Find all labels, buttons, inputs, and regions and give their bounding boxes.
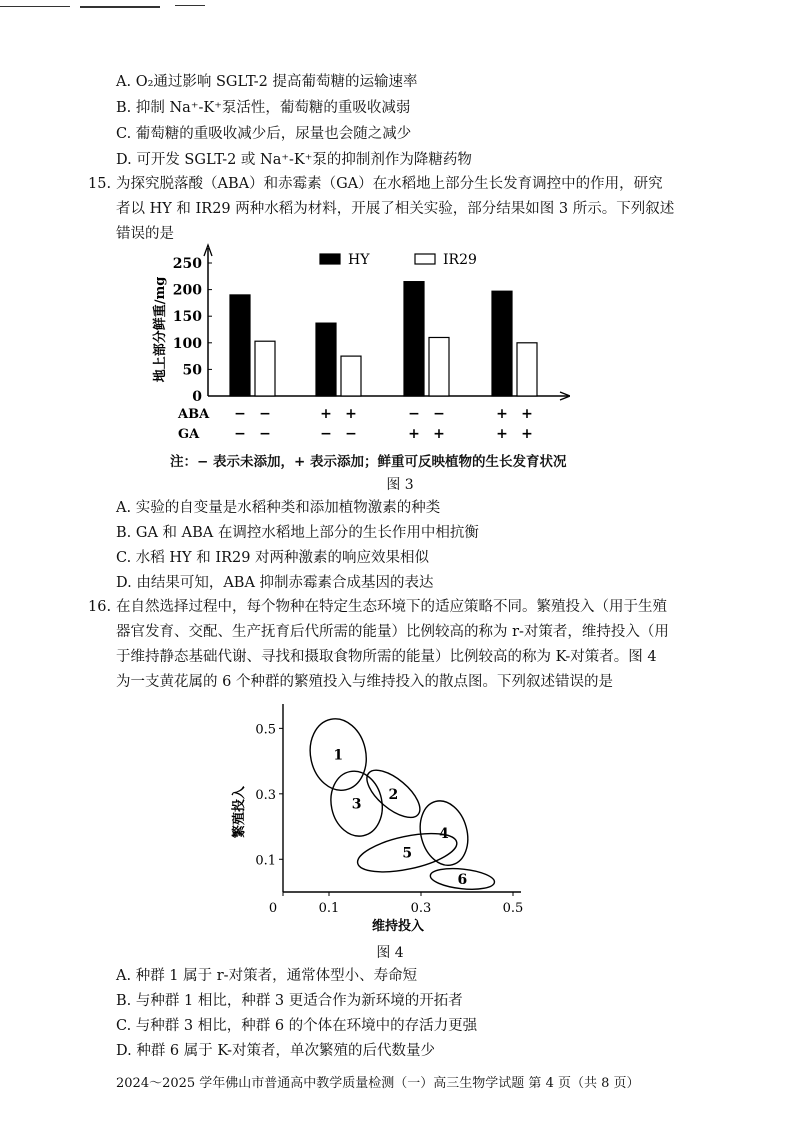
y-tick-label: 250 bbox=[172, 256, 202, 272]
q15-option-d: D. 由结果可知，ABA 抑制赤霉素合成基因的表达 bbox=[116, 575, 434, 591]
treatment-mark: + bbox=[345, 406, 357, 422]
treatment-label: ABA bbox=[178, 407, 210, 422]
legend-label: HY bbox=[348, 252, 370, 268]
y-tick-label: 50 bbox=[182, 362, 202, 379]
treatment-mark: + bbox=[320, 406, 332, 422]
population-label: 6 bbox=[457, 871, 468, 888]
figure-3-label: 图 3 bbox=[386, 477, 414, 493]
treatment-mark: − bbox=[320, 426, 332, 442]
x-tick-label: 0.1 bbox=[318, 901, 340, 916]
treatment-mark: − bbox=[234, 426, 246, 442]
q16-option-d: D. 种群 6 属于 K-对策者，单次繁殖的后代数量少 bbox=[116, 1043, 436, 1059]
bar-ir29 bbox=[517, 343, 537, 396]
q14-option-c: C. 葡萄糖的重吸收减少后，尿量也会随之减少 bbox=[116, 126, 412, 142]
population-label: 5 bbox=[402, 845, 413, 862]
q16-option-c: C. 与种群 3 相比，种群 6 的个体在环境中的存活力更强 bbox=[116, 1018, 478, 1034]
population-label: 3 bbox=[351, 796, 362, 813]
legend-swatch bbox=[320, 254, 340, 264]
x-tick-label: 0.5 bbox=[502, 901, 524, 916]
q14-option-d: D. 可开发 SGLT-2 或 Na⁺-K⁺泵的抑制剂作为降糖药物 bbox=[116, 152, 472, 168]
q16-stem-line: 器官发育、交配、生产抚育后代所需的能量）比例较高的称为 r-对策者，维持投入（用 bbox=[116, 624, 669, 640]
treatment-mark: + bbox=[521, 426, 533, 442]
population-label: 4 bbox=[439, 826, 449, 843]
x-tick-label: 0.3 bbox=[410, 901, 432, 916]
treatment-mark: − bbox=[234, 406, 246, 422]
treatment-mark: − bbox=[433, 406, 445, 422]
bar-hy bbox=[316, 323, 336, 396]
figure-4-label: 图 4 bbox=[376, 945, 404, 961]
q15-number: 15. bbox=[88, 176, 112, 192]
bar-hy bbox=[404, 282, 424, 396]
q15-stem-line: 错误的是 bbox=[116, 226, 174, 242]
treatment-mark: − bbox=[259, 426, 271, 442]
legend-swatch bbox=[415, 254, 435, 264]
y-tick-label: 0 bbox=[192, 389, 202, 405]
treatment-label: GA bbox=[178, 427, 200, 442]
legend-label: IR29 bbox=[443, 252, 477, 268]
y-axis-label: 地上部分鲜重/mg bbox=[153, 276, 168, 383]
population-label: 2 bbox=[388, 786, 399, 803]
bar-ir29 bbox=[255, 341, 275, 396]
q16-stem-line: 于维持静态基础代谢、寻找和摄取食物所需的能量）比例较高的称为 K-对策者。图 4 bbox=[116, 649, 657, 665]
figure-3-note: 注：− 表示未添加，+ 表示添加；鲜重可反映植物的生长发育状况 bbox=[170, 454, 567, 470]
y-tick-label: 0.3 bbox=[255, 787, 276, 803]
y-tick-label: 200 bbox=[172, 282, 202, 299]
bar-ir29 bbox=[341, 356, 361, 396]
population-label: 1 bbox=[333, 747, 344, 764]
treatment-mark: − bbox=[408, 406, 420, 422]
q16-stem-line: 为一支黄花属的 6 个种群的繁殖投入与维持投入的散点图。下列叙述错误的是 bbox=[116, 674, 613, 690]
y-tick-label: 0.5 bbox=[255, 722, 276, 738]
q14-option-b: B. 抑制 Na⁺-K⁺泵活性，葡萄糖的重吸收减弱 bbox=[116, 100, 411, 116]
scan-mark bbox=[175, 5, 205, 6]
q16-number: 16. bbox=[88, 599, 112, 615]
bar-hy bbox=[230, 295, 250, 396]
x-tick-label: 0 bbox=[268, 901, 278, 916]
scan-mark bbox=[0, 6, 70, 7]
treatment-mark: + bbox=[408, 426, 420, 442]
q16-option-a: A. 种群 1 属于 r-对策者，通常体型小、寿命短 bbox=[116, 968, 418, 984]
scan-mark bbox=[80, 6, 160, 8]
x-axis-label: 维持投入 bbox=[371, 919, 425, 934]
y-axis-label: 繁殖投入 bbox=[232, 785, 247, 839]
q15-option-b: B. GA 和 ABA 在调控水稻地上部分的生长作用中相抗衡 bbox=[116, 525, 479, 541]
q15-option-a: A. 实验的自变量是水稻种类和添加植物激素的种类 bbox=[116, 500, 441, 516]
bar-hy bbox=[492, 291, 512, 396]
treatment-mark: + bbox=[521, 406, 533, 422]
treatment-mark: − bbox=[259, 406, 271, 422]
q15-option-c: C. 水稻 HY 和 IR29 对两种激素的响应效果相似 bbox=[116, 550, 430, 566]
q15-stem-line: 为探究脱落酸（ABA）和赤霉素（GA）在水稻地上部分生长发育调控中的作用，研究 bbox=[116, 176, 663, 192]
y-tick-label: 100 bbox=[172, 335, 202, 352]
q16-stem-line: 在自然选择过程中，每个物种在特定生态环境下的适应策略不同。繁殖投入（用于生殖 bbox=[116, 599, 667, 615]
figure-4-scatter-chart bbox=[225, 700, 535, 940]
y-tick-label: 0.1 bbox=[255, 853, 276, 869]
q15-stem-line: 者以 HY 和 IR29 两种水稻为材料，开展了相关实验，部分结果如图 3 所示。下列叙述 bbox=[116, 201, 675, 217]
treatment-mark: + bbox=[496, 406, 508, 422]
page-footer: 2024～2025 学年佛山市普通高中教学质量检测（一）高三生物学试题 第 4 页（共 8 页） bbox=[116, 1076, 640, 1091]
y-tick-label: 150 bbox=[172, 309, 202, 326]
treatment-mark: + bbox=[496, 426, 508, 442]
figure-3-bar-chart bbox=[150, 240, 570, 445]
q14-option-a: A. O₂通过影响 SGLT-2 提高葡萄糖的运输速率 bbox=[116, 74, 418, 90]
q16-option-b: B. 与种群 1 相比，种群 3 更适合作为新环境的开拓者 bbox=[116, 993, 463, 1009]
treatment-mark: − bbox=[345, 426, 357, 442]
treatment-mark: + bbox=[433, 426, 445, 442]
bar-ir29 bbox=[429, 337, 449, 396]
